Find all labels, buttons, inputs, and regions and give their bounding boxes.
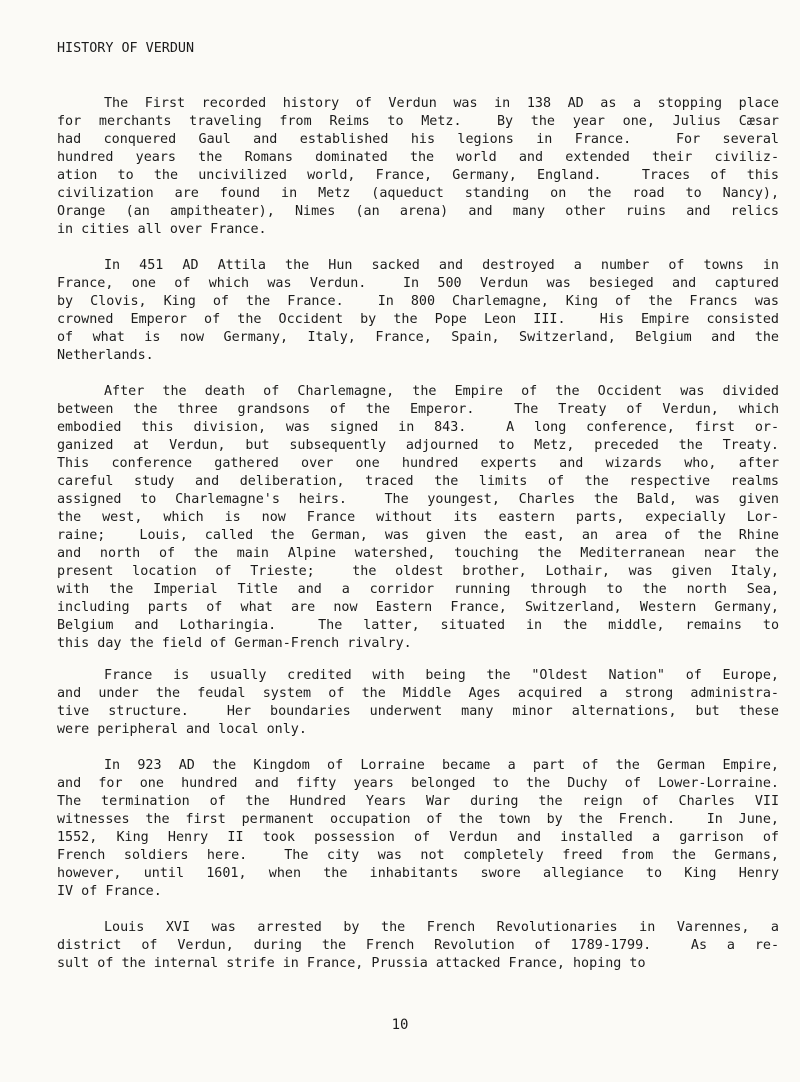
paragraph-6-line: district of Verdun, during the French Revolution of 1789-1799. As a re-: [57, 938, 779, 953]
paragraph-1-line: ation to the uncivilized world, France, Germany, England. Traces of this: [57, 168, 779, 183]
paragraph-5-line: The termination of the Hundred Years War during the reign of Charles VII: [57, 794, 779, 809]
paragraph-3-line: After the death of Charlemagne, the Empire of the Occident was divided: [104, 384, 779, 399]
paragraph-1-line: hundred years the Romans dominated the world and extended their civiliz-: [57, 150, 779, 165]
paragraph-4-line: tive structure. Her boundaries underwent many minor alternations, but these: [57, 704, 779, 719]
paragraph-3-line: raine; Louis, called the German, was given the east, an area of the Rhine: [57, 528, 779, 543]
paragraph-1-line: for merchants traveling from Reims to Metz. By the year one, Julius Cæsar: [57, 114, 779, 129]
paragraph-2-line: crowned Emperor of the Occident by the Pope Leon III. His Empire consisted: [57, 312, 779, 327]
paragraph-6-line: Louis XVI was arrested by the French Revolutionaries in Varennes, a: [104, 920, 779, 935]
paragraph-3-line: between the three grandsons of the Emperor. The Treaty of Verdun, which: [57, 402, 779, 417]
paragraph-2-line: In 451 AD Attila the Hun sacked and destroyed a number of towns in: [104, 258, 779, 273]
paragraph-5-line: witnesses the first permanent occupation of the town by the French. In June,: [57, 812, 779, 827]
paragraph-3-line: including parts of what are now Eastern France, Switzerland, Western Germany,: [57, 600, 779, 615]
page-heading: HISTORY OF VERDUN: [57, 41, 195, 56]
paragraph-5-line: 1552, King Henry II took possession of Verdun and installed a garrison of: [57, 830, 779, 845]
paragraph-3-line: ganized at Verdun, but subsequently adjourned to Metz, preceded the Treaty.: [57, 438, 779, 453]
paragraph-3-line: and north of the main Alpine watershed, touching the Mediterranean near the: [57, 546, 779, 561]
paragraph-5-line: however, until 1601, when the inhabitants swore allegiance to King Henry: [57, 866, 779, 881]
paragraph-3-line: embodied this division, was signed in 843. A long conference, first or-: [57, 420, 779, 435]
paragraph-4-line: France is usually credited with being the "Oldest Nation" of Europe,: [104, 668, 779, 683]
paragraph-1-line: civilization are found in Metz (aqueduct standing on the road to Nancy),: [57, 186, 779, 201]
paragraph-1-line: Orange (an ampitheater), Nimes (an arena) and many other ruins and relics: [57, 204, 779, 219]
paragraph-3-line: careful study and deliberation, traced the limits of the respective realms: [57, 474, 779, 489]
paragraph-3-line: This conference gathered over one hundred experts and wizards who, after: [57, 456, 779, 471]
paragraph-3-line: Belgium and Lotharingia. The latter, situated in the middle, remains to: [57, 618, 779, 633]
paragraph-5-line: French soldiers here. The city was not completely freed from the Germans,: [57, 848, 779, 863]
paragraph-4-line: and under the feudal system of the Middle Ages acquired a strong administra-: [57, 686, 779, 701]
paragraph-3-line: assigned to Charlemagne's heirs. The youngest, Charles the Bald, was given: [57, 492, 779, 507]
paragraph-3-line: this day the field of German-French rivalry.: [57, 636, 412, 651]
paragraph-1-line: in cities all over France.: [57, 222, 267, 237]
paragraph-5-line: In 923 AD the Kingdom of Lorraine became a part of the German Empire,: [104, 758, 779, 773]
paragraph-4-line: were peripheral and local only.: [57, 722, 307, 737]
paragraph-2-line: of what is now Germany, Italy, France, Spain, Switzerland, Belgium and the: [57, 330, 779, 345]
paragraph-5-line: IV of France.: [57, 884, 162, 899]
paragraph-2-line: by Clovis, King of the France. In 800 Charlemagne, King of the Francs was: [57, 294, 779, 309]
paragraph-1-line: The First recorded history of Verdun was in 138 AD as a stopping place: [104, 96, 779, 111]
paragraph-1-line: had conquered Gaul and established his legions in France. For several: [57, 132, 779, 147]
paragraph-6-line: sult of the internal strife in France, Prussia attacked France, hoping to: [57, 956, 646, 971]
page-number: 10: [391, 1017, 409, 1033]
paragraph-3-line: present location of Trieste; the oldest brother, Lothair, was given Italy,: [57, 564, 779, 579]
paragraph-2-line: Netherlands.: [57, 348, 154, 363]
paragraph-2-line: France, one of which was Verdun. In 500 Verdun was besieged and captured: [57, 276, 779, 291]
paragraph-3-line: the west, which is now France without its eastern parts, expecially Lor-: [57, 510, 779, 525]
paragraph-3-line: with the Imperial Title and a corridor running through to the north Sea,: [57, 582, 779, 597]
paragraph-5-line: and for one hundred and fifty years belonged to the Duchy of Lower-Lorraine.: [57, 776, 779, 791]
